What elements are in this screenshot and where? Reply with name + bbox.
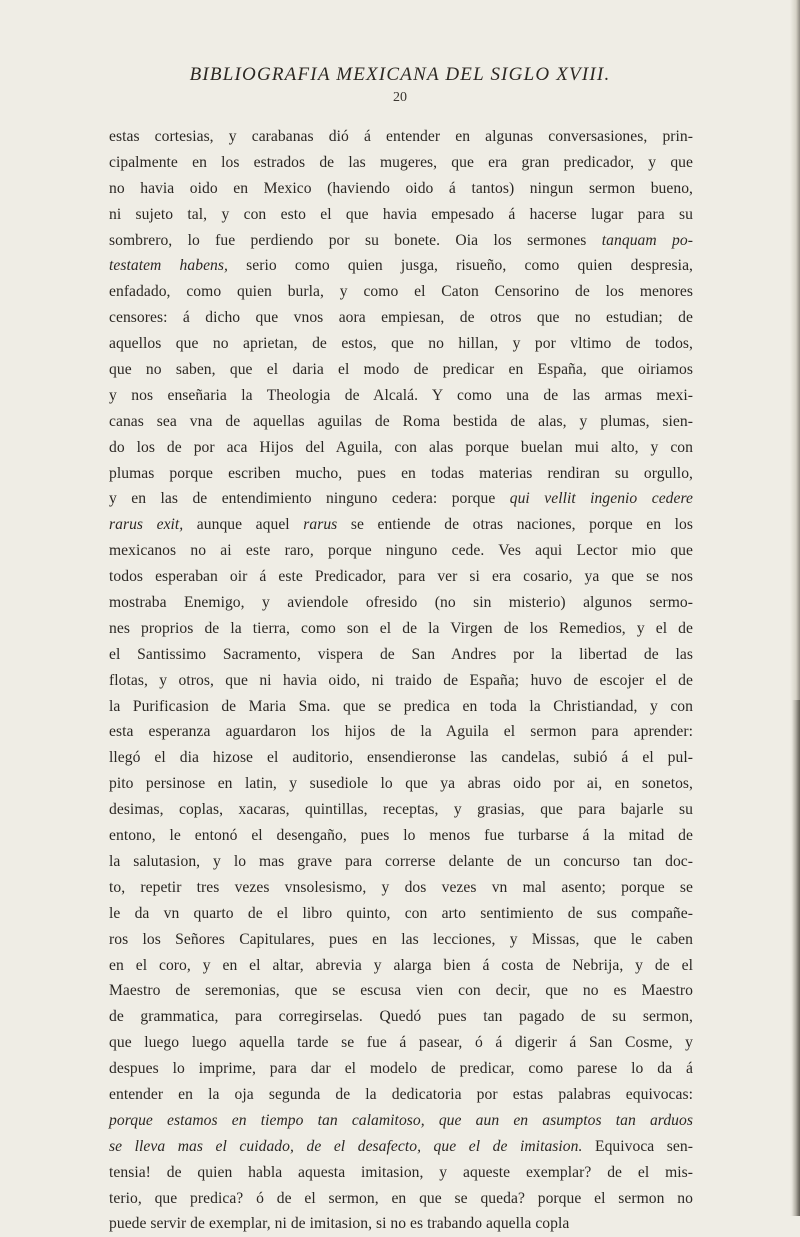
text-run: que no saben, que el daria el modo de predicar en España, que oiriamos [109, 361, 693, 379]
text-run: Equivoca sen- [582, 1137, 693, 1155]
text-run: llegó el dia hizose el auditorio, ensendieronse las candelas, subió á el pul- [109, 749, 693, 767]
text-run: terio, que predica? ó de el sermon, en que se queda? porque el sermon no [109, 1189, 693, 1207]
text-line [109, 357, 693, 383]
text-run: no havia oido en Mexico (haviendo oido á tantos) ningun sermon bueno, [109, 179, 693, 197]
page-number: 20 [393, 90, 407, 105]
text-run: aquellos que no aprietan, de estos, que no hillan, y por vltimo de todos, [109, 335, 693, 353]
text-line [109, 564, 693, 590]
text-line [109, 1004, 693, 1030]
italic-text: se lleva mas el cuidado, de el desafecto, que el de imitasion. [109, 1137, 583, 1155]
text-run: aunque aquel [183, 516, 304, 534]
text-run: ni sujeto tal, y con esto el que havia empesado á hacerse lugar para su [109, 205, 693, 223]
text-run: desimas, coplas, xacaras, quintillas, receptas, y grasias, que para bajarle su [109, 801, 693, 819]
text-line [109, 1056, 693, 1082]
text-run: mostraba Enemigo, y aviendole ofresido (no sin misterio) algunos sermo- [109, 594, 693, 612]
running-head: BIBLIOGRAFIA MEXICANA DEL SIGLO XVIII. [189, 64, 611, 85]
text-run: y nos enseñaria la Theologia de Alcalá. Y como una de las armas mexi- [109, 386, 693, 404]
text-run: estas cortesias, y carabanas dió á entender en algunas conversasiones, prin- [109, 128, 693, 145]
text-run: esta esperanza aguardaron los hijos de la Aguila el sermon para aprender: [109, 723, 693, 741]
text-line [109, 435, 693, 461]
text-line [109, 1108, 693, 1134]
text-run: to, repetir tres vezes vnsolesismo, y dos vezes vn mal asento; porque se [109, 878, 693, 896]
text-run: en el coro, y en el altar, abrevia y alarga bien á costa de Nebrija, y de el [109, 956, 693, 974]
text-run: ros los Señores Capitulares, pues en las lecciones, y Missas, que le caben [109, 930, 693, 948]
text-run: canas sea vna de aquellas aguilas de Roma bestida de alas, y plumas, sien- [109, 412, 693, 430]
text-line [109, 927, 693, 953]
text-line [109, 1082, 693, 1108]
text-run: de grammatica, para corregirselas. Quedó pues tan pagado de su sermon, [109, 1008, 693, 1026]
text-run: serio como quien jusga, risueño, como quien despresia, [227, 257, 693, 275]
text-line [109, 383, 693, 409]
text-line [109, 461, 693, 487]
italic-text: rarus [303, 516, 338, 534]
text-line [109, 1211, 693, 1237]
text-run: despues lo imprime, para dar el modelo de predicar, como parese lo da á [109, 1060, 693, 1078]
text-run: la salutasion, y lo mas grave para correrse delante de un concurso tan doc- [109, 852, 693, 870]
text-line [109, 150, 693, 176]
text-line [109, 331, 693, 357]
text-line [109, 668, 693, 694]
text-line [109, 745, 693, 771]
text-line [109, 176, 693, 202]
text-line [109, 616, 693, 642]
text-line [109, 797, 693, 823]
text-line [109, 642, 693, 668]
text-line [109, 124, 693, 150]
text-line [109, 305, 693, 331]
text-run: le da vn quarto de el libro quinto, con arto sentimiento de sus compañe- [109, 904, 693, 922]
italic-text: testatem habens, [109, 257, 228, 275]
page-edge-shadow-lower [792, 700, 800, 1216]
text-line [109, 409, 693, 435]
text-run: tensia! de quien habla aquesta imitasion, y aqueste exemplar? de el mis- [109, 1163, 693, 1181]
text-line [109, 1030, 693, 1056]
text-run: puede servir de exemplar, ni de imitasion, si no es trabando aquella copla [109, 1215, 570, 1233]
text-line [109, 953, 693, 979]
text-line [109, 823, 693, 849]
text-line [109, 875, 693, 901]
text-line [109, 590, 693, 616]
text-run: cipalmente en los estrados de las mugeres, que era gran predicador, y que [109, 153, 693, 171]
text-line [109, 279, 693, 305]
italic-text: tanquam po- [601, 231, 693, 249]
text-run: entono, le entonó el desengaño, pues lo menos fue turbarse á la mitad de [109, 827, 693, 845]
text-line [109, 978, 693, 1004]
text-run: que luego luego aquella tarde se fue á pasear, ó á digerir á San Cosme, y [109, 1034, 693, 1052]
text-line [109, 1186, 693, 1212]
text-run: y en las de entendimiento ninguno cedera: porque [109, 490, 510, 508]
text-run: sombrero, lo fue perdiendo por su bonete. Oia los sermones [109, 231, 602, 249]
text-line [109, 228, 693, 254]
text-run: la Purificasion de Maria Sma. que se predica en toda la Christiandad, y con [109, 697, 693, 715]
italic-text: rarus exit, [109, 516, 184, 534]
text-line [109, 486, 693, 512]
text-run: entender en la oja segunda de la dedicatoria por estas palabras equivocas: [109, 1085, 693, 1103]
italic-text: qui vellit ingenio cedere [509, 490, 693, 508]
text-run: pito persinose en latin, y susediole lo que ya abras oido por ai, en sonetos, [109, 775, 693, 793]
text-line [109, 253, 693, 279]
text-run: todos esperaban oir á este Predicador, para ver si era cosario, ya que se nos [109, 568, 693, 586]
italic-text: porque estamos en tiempo tan calamitoso, que aun en asumptos tan arduos [109, 1111, 693, 1129]
text-run: plumas porque escriben mucho, pues en todas materias rendiran su orgullo, [109, 464, 693, 482]
text-line [109, 771, 693, 797]
text-line [109, 1160, 693, 1186]
text-run: el Santissimo Sacramento, vispera de San Andres por la libertad de las [109, 645, 693, 663]
text-run: mexicanos no ai este raro, porque ninguno cede. Ves aqui Lector mio que [109, 542, 693, 560]
text-run: Maestro de seremonias, que se escusa vien con decir, que no es Maestro [109, 982, 693, 1000]
text-line [109, 694, 693, 720]
text-run: do los de por aca Hijos del Aguila, con alas porque buelan mui alto, y con [109, 438, 693, 456]
text-line [109, 849, 693, 875]
text-line [109, 901, 693, 927]
text-line [109, 512, 693, 538]
text-line [109, 202, 693, 228]
text-run: nes proprios de la tierra, como son el de la Virgen de los Remedios, y el de [109, 619, 693, 637]
text-line [109, 538, 693, 564]
text-run: se entiende de otras naciones, porque en los [337, 516, 693, 534]
text-run: flotas, y otros, que ni havia oido, ni traido de España; huvo de escojer el de [109, 671, 693, 689]
text-line [109, 719, 693, 745]
text-run: censores: á dicho que vnos aora empiesan, de otros que no estudian; de [109, 309, 693, 327]
body-text [109, 124, 693, 1237]
text-line [109, 1134, 693, 1160]
text-run: enfadado, como quien burla, y como el Caton Censorino de los menores [109, 283, 693, 301]
